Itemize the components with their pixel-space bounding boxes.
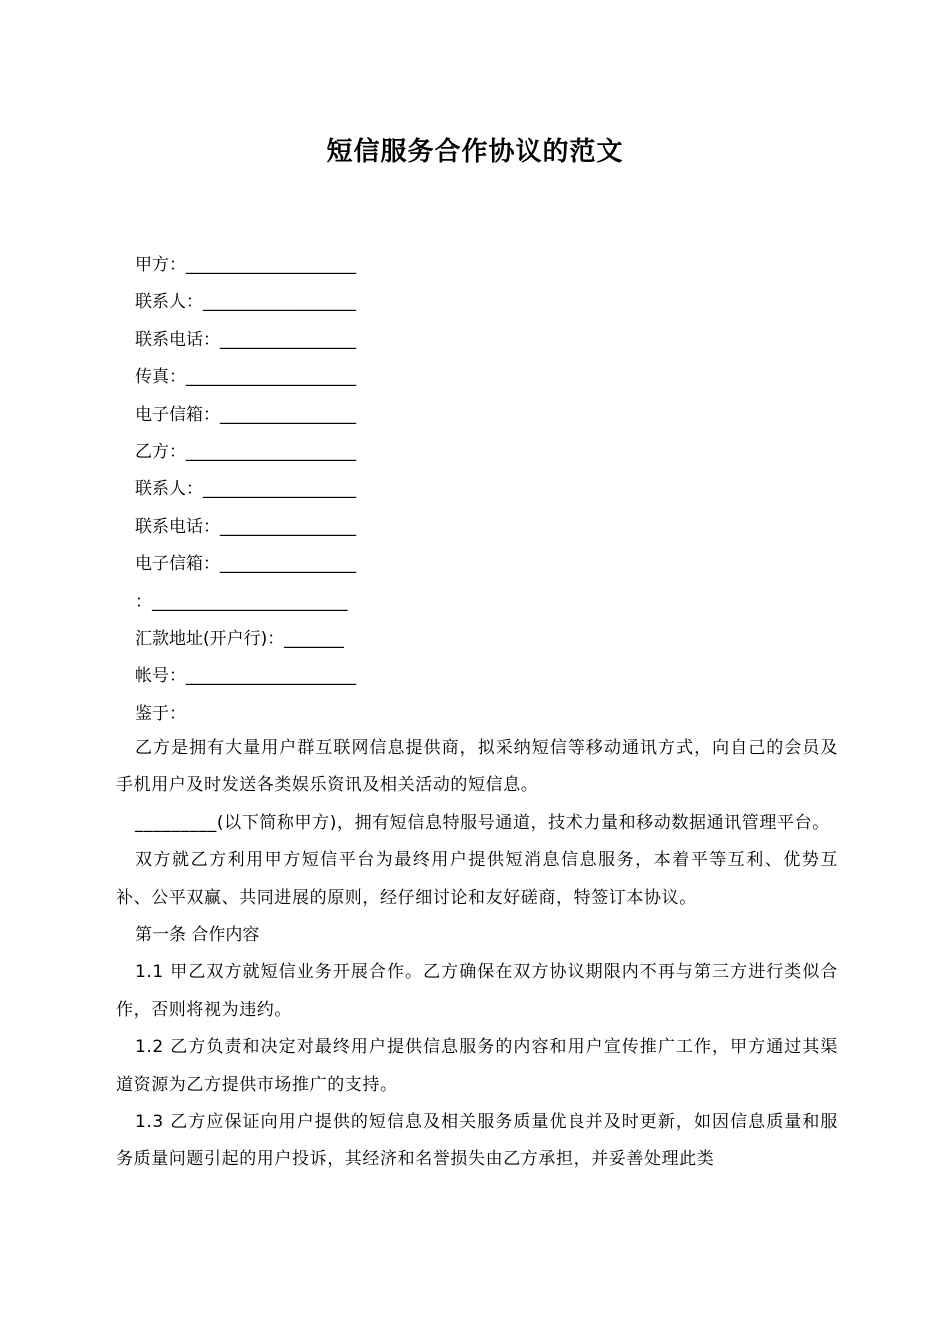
party-b-contact-field: 联系人：__________________ (135, 479, 356, 500)
party-a-email-field: 电子信箱：________________ (135, 404, 356, 425)
party-a-fax-field: 传真：____________________ (135, 367, 356, 388)
blank-field: ：_______________________ (135, 591, 348, 612)
document-title: 短信服务合作协议的范文 (326, 137, 624, 167)
recital-paragraph: _________(以下简称甲方)，拥有短信息特服号通道，技术力量和移动数据通讯管理平台。 (135, 812, 830, 833)
account-number-field: 帐号：____________________ (135, 666, 356, 687)
party-b-email-field: 电子信箱：________________ (135, 554, 356, 575)
remit-address-field: 汇款地址(开户行)：_______ (135, 628, 344, 649)
clause-paragraph: 1.3 乙方应保证向用户提供的短信息及相关服务质量优良并及时更新，如因信息质量和服务质量问题引起的用户投诉，其经济和名誉损失由乙方承担，并妥善处理此类 (116, 1112, 838, 1170)
clause-paragraph: 1.1 甲乙双方就短信业务开展合作。乙方确保在双方协议期限内不再与第三方进行类似合作，否则将视为违约。 (116, 962, 838, 1020)
party-a-field: 甲方：____________________ (135, 255, 356, 275)
whereas-label: 鉴于： (135, 703, 186, 724)
agreement-body (116, 730, 838, 1179)
party-b-field: 乙方：____________________ (135, 441, 356, 462)
recital-paragraph: 乙方是拥有大量用户群互联网信息提供商，拟采纳短信等移动通讯方式，向自己的会员及手机用户及时发送各类娱乐资讯及相关活动的短信息。 (116, 738, 838, 796)
party-a-contact-field: 联系人：__________________ (135, 292, 356, 313)
clause-paragraph: 1.2 乙方负责和决定对最终用户提供信息服务的内容和用户宣传推广工作，甲方通过其渠道资源为乙方提供市场推广的支持。 (116, 1037, 838, 1095)
recital-paragraph: 双方就乙方利用甲方短信平台为最终用户提供短消息信息服务，本着平等互利、优势互补、公平双赢、共同进展的原则，经仔细讨论和友好磋商，特签订本协议。 (116, 850, 838, 908)
party-b-phone-field: 联系电话：________________ (135, 516, 356, 537)
party-info-fields (135, 247, 835, 733)
section-heading: 第一条 合作内容 (135, 925, 260, 946)
party-a-phone-field: 联系电话：________________ (135, 329, 356, 350)
